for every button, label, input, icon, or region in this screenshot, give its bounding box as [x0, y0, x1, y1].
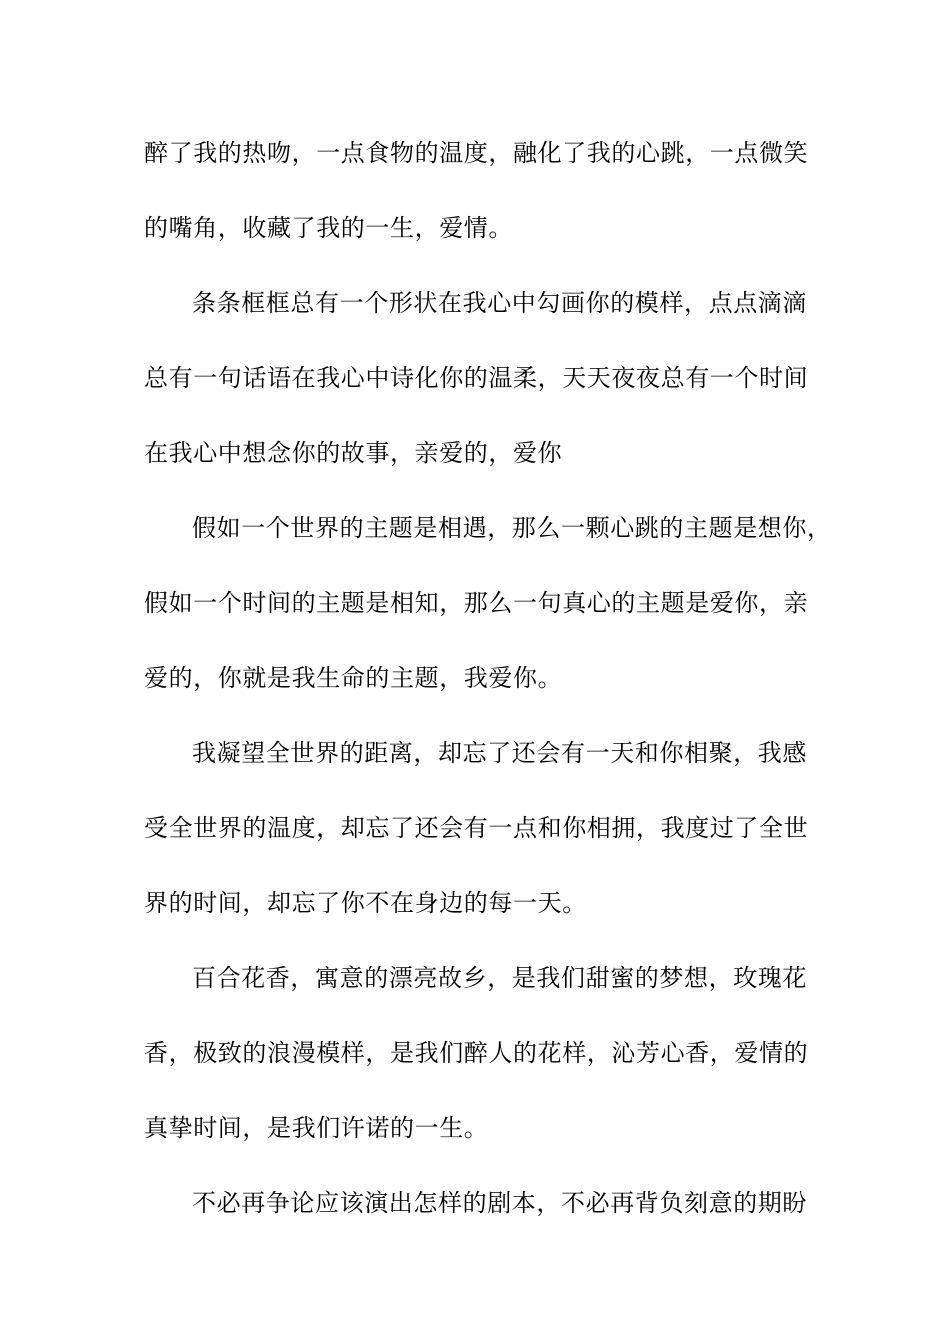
text-line: 香，极致的浪漫模样，是我们醉人的花样，沁芳心香，爱情的 [144, 1039, 809, 1067]
text-line: 真挚时间，是我们许诺的一生。 [144, 1114, 489, 1142]
body-text [144, 129, 832, 1254]
text-line: 在我心中想念你的故事，亲爱的，爱你 [144, 439, 563, 467]
text-line: 总有一句话语在我心中诗化你的温柔，天天夜夜总有一个时间 [144, 364, 809, 392]
text-line: 受全世界的温度，却忘了还会有一点和你相拥，我度过了全世 [144, 814, 809, 842]
paragraph-first-line: 条条框框总有一个形状在我心中勾画你的模样，点点滴滴 [192, 289, 807, 317]
text-line: 爱的，你就是我生命的主题，我爱你。 [144, 664, 563, 692]
paragraph-first-line: 假如一个世界的主题是相遇，那么一颗心跳的主题是想你， [192, 514, 832, 542]
text-line: 的嘴角，收藏了我的一生，爱情。 [144, 214, 513, 242]
paragraph-first-line: 我凝望全世界的距离，却忘了还会有一天和你相聚，我感 [192, 739, 807, 767]
text-line: 假如一个时间的主题是相知，那么一句真心的主题是爱你，亲 [144, 589, 809, 617]
text-line: 界的时间，却忘了你不在身边的每一天。 [144, 889, 587, 917]
text-line: 醉了我的热吻，一点食物的温度，融化了我的心跳，一点微笑 [144, 139, 809, 167]
paragraph-first-line: 不必再争论应该演出怎样的剧本，不必再背负刻意的期盼 [192, 1189, 807, 1217]
paragraph-first-line: 百合花香，寓意的漂亮故乡，是我们甜蜜的梦想，玫瑰花 [192, 964, 807, 992]
